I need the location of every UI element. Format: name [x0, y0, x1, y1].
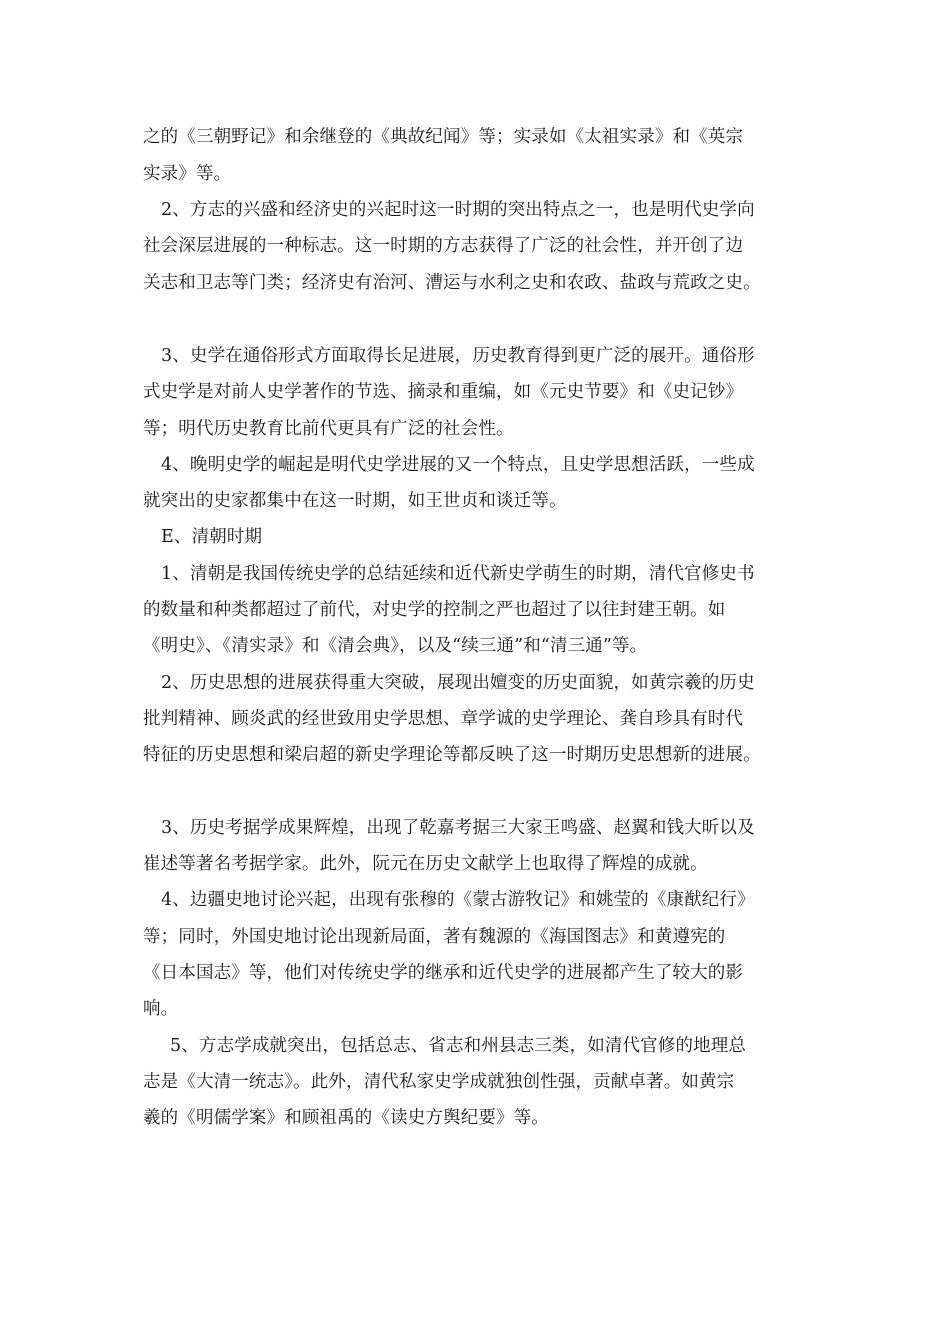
text-line: 2、方志的兴盛和经济史的兴起时这一时期的突出特点之一，也是明代史学向: [161, 200, 755, 220]
text-line: 4、边疆史地讨论兴起，出现有张穆的《蒙古游牧记》和姚莹的《康猷纪行》: [161, 890, 755, 910]
text-line: 5、方志学成就突出，包括总志、省志和州县志三类，如清代官修的地理总: [170, 1036, 747, 1056]
text-line: 特征的历史思想和梁启超的新史学理论等都反映了这一时期历史思想新的进展。: [143, 745, 761, 765]
text-line: 3、历史考据学成果辉煌，出现了乾嘉考据三大家王鸣盛、赵翼和钱大昕以及: [161, 818, 755, 838]
text-line: 4、晚明史学的崛起是明代史学进展的又一个特点，且史学思想活跃，一些成: [161, 455, 755, 475]
text-line: 2、历史思想的进展获得重大突破，展现出嬗变的历史面貌，如黄宗羲的历史: [161, 673, 755, 693]
text-line: 等；明代历史教育比前代更具有广泛的社会性。: [143, 419, 514, 439]
text-line: 的数量和种类都超过了前代，对史学的控制之严也超过了以往封建王朝。如: [143, 600, 726, 620]
text-line: 批判精神、顾炎武的经世致用史学思想、章学诚的史学理论、龚自珍具有时代: [143, 709, 744, 729]
text-line: 崔述等著名考据学家。此外，阮元在历史文献学上也取得了辉煌的成就。: [143, 854, 708, 874]
text-line: 实录》等。: [143, 164, 232, 184]
text-line: 《日本国志》等，他们对传统史学的继承和近代史学的进展都产生了较大的影: [143, 963, 744, 983]
text-line: 3、史学在通俗形式方面取得长足进展，历史教育得到更广泛的展开。通俗形: [161, 346, 755, 366]
text-line: 1、清朝是我国传统史学的总结延续和近代新史学萌生的时期，清代官修史书: [161, 564, 755, 584]
text-line: 等；同时，外国史地讨论出现新局面，著有魏源的《海国图志》和黄遵宪的: [143, 927, 726, 947]
text-line: 关志和卫志等门类；经济史有治河、漕运与水利之史和农政、盐政与荒政之史。: [143, 273, 761, 293]
text-line: 之的《三朝野记》和余继登的《典故纪闻》等；实录如《太祖实录》和《英宗: [143, 127, 744, 147]
text-line: 《明史》、《清实录》和《清会典》，以及“续三通”和“清三通”等。: [143, 636, 648, 656]
text-line: 志是《大清一统志》。此外，清代私家史学成就独创性强，贡献卓著。如黄宗: [143, 1072, 735, 1092]
text-line: 式史学是对前人史学著作的节选、摘录和重编，如《元史节要》和《史记钞》: [143, 382, 744, 402]
section-heading: E、清朝时期: [161, 527, 263, 547]
text-line: 就突出的史家都集中在这一时期，如王世贞和谈迁等。: [143, 491, 567, 511]
text-line: 社会深层进展的一种标志。这一时期的方志获得了广泛的社会性，并开创了边: [143, 236, 744, 256]
text-line: 羲的《明儒学案》和顾祖禹的《读史方舆纪要》等。: [143, 1108, 549, 1128]
text-line: 响。: [143, 999, 179, 1019]
